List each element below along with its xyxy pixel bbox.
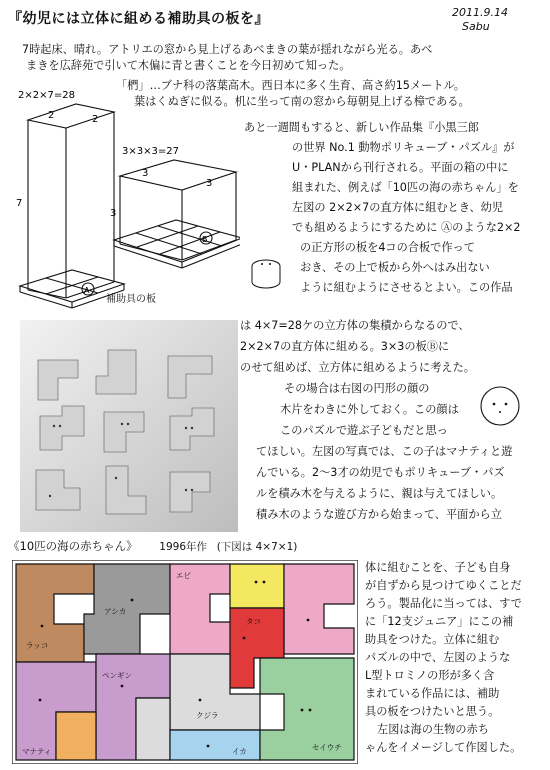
text-line: パズルの中で、左図のような (365, 651, 511, 664)
piece-small-gray (136, 698, 170, 760)
date-author-block (452, 6, 508, 34)
text-line: まれている作品には、補助 (365, 687, 500, 700)
dim-label: 3 (142, 168, 149, 179)
text-line: L型トロミノの形が多く含 (365, 669, 495, 682)
puzzle-caption (8, 538, 297, 554)
text-line: 左図の 2×2×7の直方体に組むとき、幼児 (292, 201, 504, 214)
text-line: は 4×7=28ケの立方体の集積からなるので、 (240, 319, 470, 332)
piece-orange (56, 712, 96, 760)
label-ebi: エビ (176, 571, 191, 580)
label-ashika: アシカ (104, 607, 127, 616)
text-line: 葉はくぬぎに似る。机に坐って南の窓から毎朝見上げる樟である。 (134, 95, 470, 108)
text-line: ゃんをイメージして作図した。 (365, 741, 522, 754)
dim-label: 3 (110, 208, 117, 219)
text-line: 具の板をつけたいと思う。 (365, 705, 500, 718)
text-line: ルを積み木を与えるように、親は与えてほしい。 (256, 487, 503, 500)
text-line: U・PLANから刊行される。平面の箱の中に (292, 161, 509, 174)
puzzle-diagram (12, 560, 358, 764)
label-kujira: クジラ (196, 711, 219, 720)
dim-label: 2 (92, 114, 99, 125)
face-block-icon (250, 258, 284, 292)
text-block-bottom (365, 560, 522, 756)
text-line: てほしい。左図の写真では、この子はマナティと遊 (256, 445, 513, 458)
text-block-mid (240, 318, 512, 523)
puzzle-diagram-svg (12, 560, 358, 764)
mark-b: B (202, 235, 208, 244)
label-seiuchi: セイウチ (312, 743, 342, 752)
text-line: ように組むようにさせるとよい。この作品 (300, 281, 513, 294)
caption-year: 1996年作 (159, 541, 208, 553)
label-pengin: ペンギン (102, 671, 132, 680)
text-line: 左図は海の生物の赤ち (377, 723, 489, 736)
label-tako: タコ (246, 617, 261, 626)
box-drawing (0, 80, 240, 310)
caption-note: (下図は 4×7×1) (216, 541, 298, 553)
label-rakko: ラッコ (26, 641, 49, 650)
formula-b: 3×3×3=27 (122, 146, 179, 157)
dim-label: 7 (16, 198, 23, 209)
text-line: あと一週間もすると、新しい作品集『小黒三郎 (244, 121, 479, 134)
label-ika: イカ (232, 747, 247, 756)
mark-a: A (84, 286, 90, 295)
text-line: その場合は右図の円形の顔の (284, 382, 430, 395)
board-label: 補助具の板 (106, 294, 156, 305)
text-line: の世界 No.1 動物ポリキューブ・パズル』が (292, 141, 515, 154)
author-text: Sabu (462, 20, 490, 33)
box-b-top (120, 160, 236, 190)
label-manatei: マナティ (22, 747, 52, 756)
text-line: 体に組むことを、子ども自身 (365, 561, 511, 574)
page-title: 『幼児には立体に組める補助具の板を』 (8, 11, 269, 27)
dim-label: 2 (48, 110, 55, 121)
text-line: 「椚」…ブナ科の落葉高木。西日本に多く生育、高さ約15メートル。 (116, 79, 465, 92)
text-line: このパズルで遊ぶ子どもだと思っ (280, 424, 448, 437)
caption-title: 《10匹の海の赤ちゃん》 (8, 539, 138, 553)
formula-a: 2×2×7=28 (18, 90, 75, 101)
text-line: ろう。製品化に当っては、すで (365, 597, 522, 610)
dim-label: 3 (206, 178, 213, 189)
text-line: でも組めるようにするために Ⓐのような2×2 (292, 221, 521, 234)
board-a-grid (46, 278, 98, 293)
text-line: のせて組めば、立方体に組めるように考えた。 (240, 361, 475, 374)
board-b (114, 220, 240, 262)
text-line: んでいる。2〜3才の幼児でもポリキューブ・パズ (256, 466, 505, 479)
text-line: 積み木のような遊び方から始まって、平面から立 (256, 508, 502, 521)
text-line: 組まれた、例えば「10匹の海の赤ちゃん」を (292, 181, 519, 194)
text-line: に「12支ジュニア」にこの補 (365, 615, 514, 628)
piece-yellow (230, 564, 284, 608)
box-a-top (28, 104, 114, 128)
text-line: 木片をわきに外しておく。この顔は (280, 403, 459, 416)
text-line: おき、その上で板から外へはみ出ない (300, 261, 490, 274)
date-text: 2011.9.14 (452, 6, 508, 19)
text-line: が自ずから見つけてゆくことだ (365, 579, 522, 592)
round-face-icon (478, 384, 522, 428)
text-line: 7時起床、晴れ。アトリエの窓から見上げるあべまきの葉が揺れながら光る。あべ (22, 43, 433, 56)
text-line: 2×2×7の直方体に組める。3×3の板Ⓑに (240, 340, 450, 353)
text-line: の正方形の板を4コの合板で作って (300, 241, 475, 254)
text-line: まきを広辞苑で引いて木偏に青と書くことを今日初めて知った。 (26, 59, 351, 72)
puzzle-photo (20, 320, 238, 532)
text-line: 助具をつけた。立体に組む (365, 633, 500, 646)
